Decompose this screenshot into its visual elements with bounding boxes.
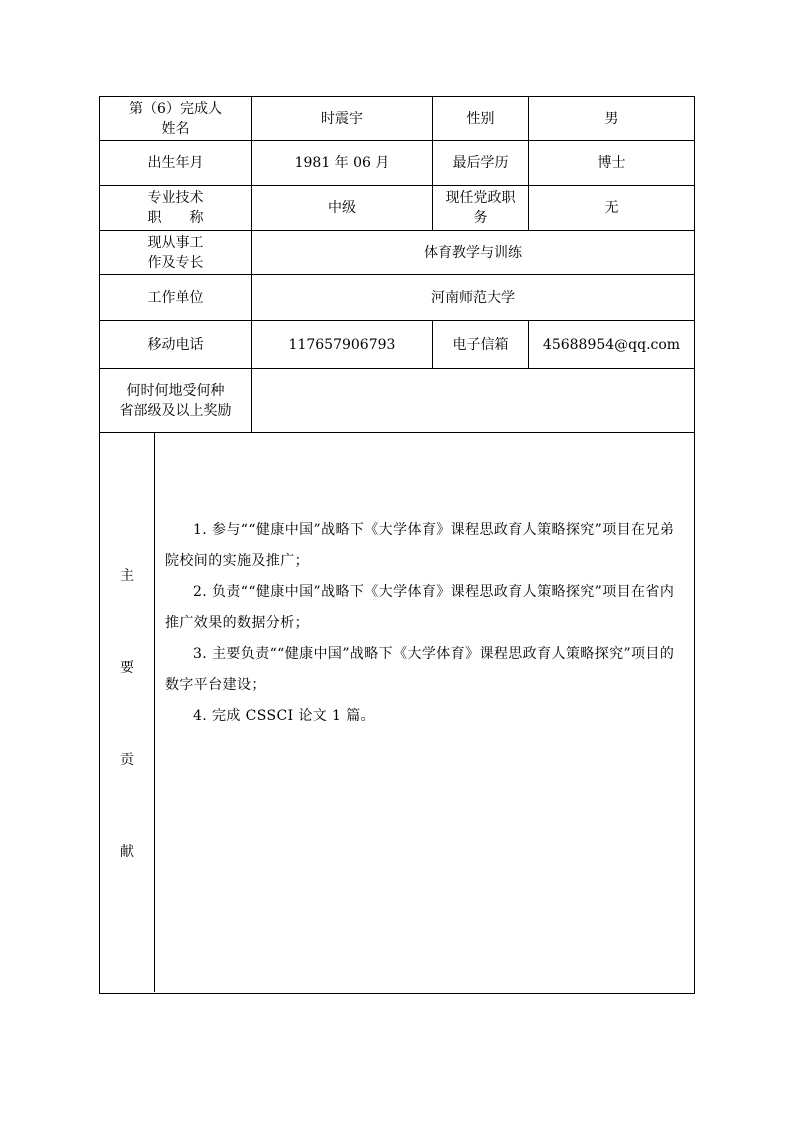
gender-label: 性别 xyxy=(432,97,528,140)
contribution-label-char: 献 xyxy=(120,843,134,860)
row-contact xyxy=(100,321,694,369)
email-value: 45688954@qq.com xyxy=(528,321,694,368)
row-specialty xyxy=(100,231,694,275)
contribution-item: 2. 负责““健康中国”战略下《大学体育》课程思政育人策略探究”项目在省内推广效果的数据分析； xyxy=(165,584,675,631)
phone-value: 11765790​6793 xyxy=(251,321,432,368)
awards-value xyxy=(251,369,694,432)
specialty-label-line2: 作及专长 xyxy=(147,254,204,271)
phone-label: 移动电话 xyxy=(147,336,204,353)
education-label: 最后学历 xyxy=(432,141,528,185)
post-label-line1: 现任党政职 xyxy=(445,190,516,206)
row-awards xyxy=(100,369,694,433)
contribution-label-char: 要 xyxy=(120,659,134,676)
gender-value: 男 xyxy=(528,97,694,140)
birth-label: 出生年月 xyxy=(147,155,204,171)
contribution-item: 4. 完成 CSSCI 论文 1 篇。 xyxy=(193,708,376,724)
name-label-line1: 第（6）完成人 xyxy=(129,100,222,117)
row-workplace xyxy=(100,275,694,321)
row-title xyxy=(100,186,694,231)
title-label-line1: 专业技术 xyxy=(147,190,204,206)
contribution-body xyxy=(155,433,694,992)
award-form-table xyxy=(99,96,695,994)
awards-label-line2: 省部级及以上奖励 xyxy=(119,402,232,419)
title-label-line2: 职 称 xyxy=(147,210,204,226)
row-contribution xyxy=(100,433,694,992)
row-birth xyxy=(100,141,694,186)
workplace-value: 河南师范大学 xyxy=(251,275,694,320)
awards-label xyxy=(100,369,251,432)
awards-label-line1: 何时何地受何种 xyxy=(126,382,225,399)
contribution-item: 1. 参与““健康中国”战略下《大学体育》课程思政育人策略探究”项目在兄弟院校间的实施及推广； xyxy=(165,522,675,569)
title-value: 中级 xyxy=(251,186,432,230)
specialty-label-line1: 现从事工 xyxy=(147,234,204,251)
workplace-label: 工作单位 xyxy=(147,289,204,306)
birth-value: 1981 年 06 月 xyxy=(251,141,432,185)
name-value: 时震宇 xyxy=(251,97,432,140)
contribution-label-char: 主 xyxy=(120,567,134,584)
row-name xyxy=(100,97,694,141)
email-label: 电子信箱 xyxy=(432,321,528,368)
contribution-label xyxy=(100,433,155,992)
post-label xyxy=(432,186,528,230)
name-label-line2: 姓名 xyxy=(161,120,190,137)
specialty-label xyxy=(100,231,251,274)
title-label xyxy=(100,186,251,230)
name-label xyxy=(100,97,251,140)
post-value: 无 xyxy=(528,186,694,230)
contribution-label-char: 贡 xyxy=(120,751,134,768)
post-label-line2: 务 xyxy=(473,210,488,226)
specialty-value: 体育教学与训练 xyxy=(251,231,694,274)
contribution-item: 3. 主要负责““健康中国”战略下《大学体育》课程思政育人策略探究”项目的数字平台建设； xyxy=(165,646,675,693)
education-value: 博士 xyxy=(528,141,694,185)
